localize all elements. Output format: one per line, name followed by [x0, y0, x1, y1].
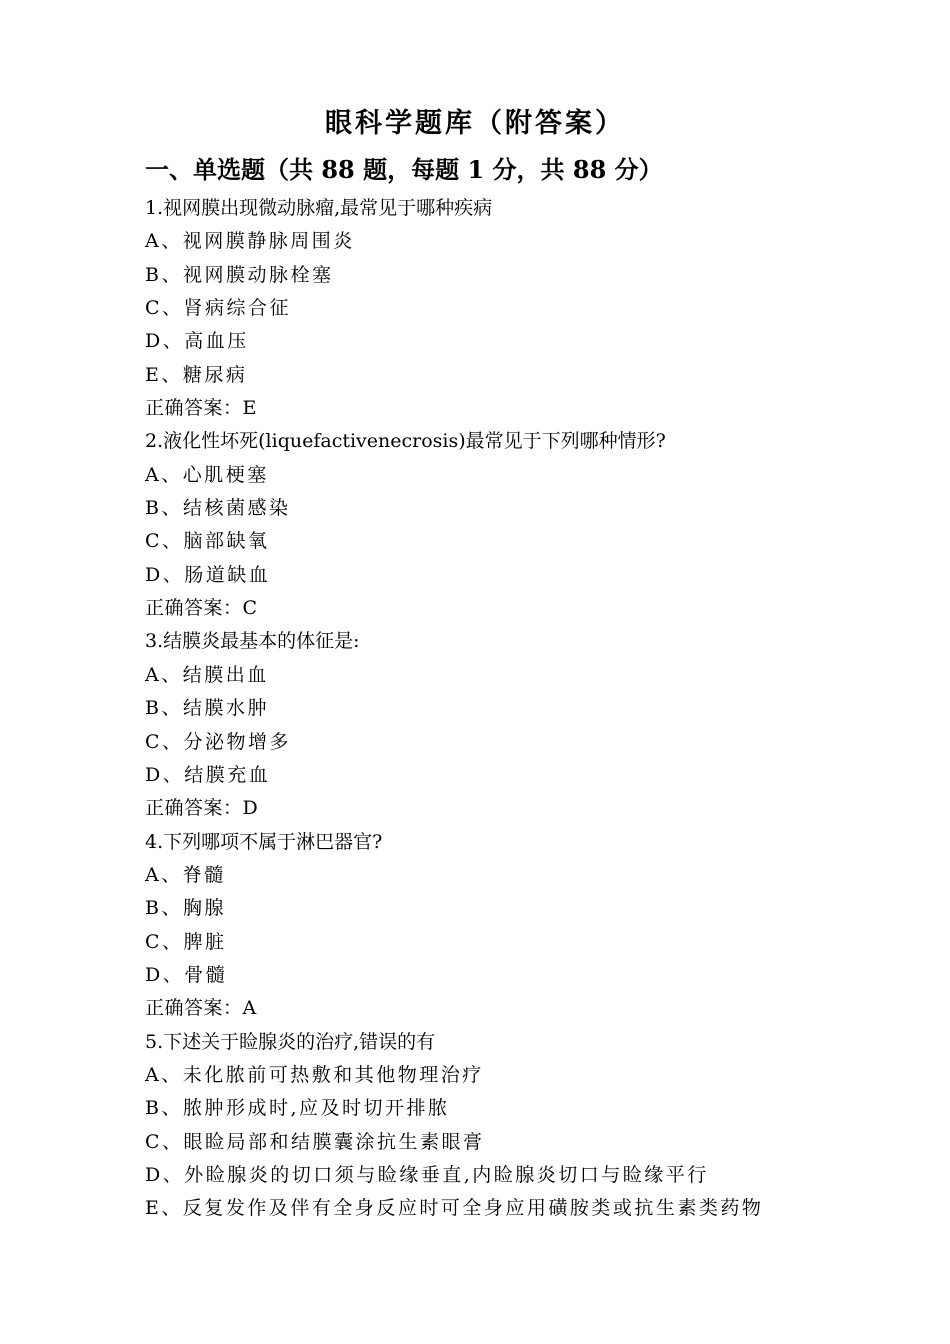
answer-option: E、糖尿病 — [145, 363, 248, 386]
correct-answer: 正确答案：A — [145, 997, 257, 1020]
question-block — [145, 625, 865, 825]
answer-option: D、结膜充血 — [145, 763, 271, 786]
answer-option: B、脓肿形成时,应及时切开排脓 — [145, 1097, 450, 1120]
question-block — [145, 192, 865, 425]
question-stem: 1.视网膜出现微动脉瘤,最常见于哪种疾病 — [145, 197, 493, 219]
question-list — [145, 192, 865, 1226]
answer-option: C、脑部缺氧 — [145, 530, 270, 553]
answer-option: A、未化脓前可热敷和其他物理治疗 — [145, 1063, 484, 1086]
answer-option: E、反复发作及伴有全身反应时可全身应用磺胺类或抗生素类药物 — [145, 1197, 764, 1220]
answer-option: A、心肌梗塞 — [145, 463, 269, 486]
answer-option: A、结膜出血 — [145, 663, 269, 686]
answer-option: D、骨髓 — [145, 963, 228, 986]
question-stem: 4.下列哪项不属于淋巴器官? — [145, 830, 383, 853]
answer-option: B、视网膜动脉栓塞 — [145, 263, 334, 286]
answer-option: C、肾病综合征 — [145, 297, 292, 320]
answer-option: D、高血压 — [145, 330, 249, 353]
section-heading: 一、单选题（共 88 题，每题 1 分，共 88 分） — [145, 155, 663, 184]
correct-answer: 正确答案：D — [145, 797, 259, 820]
answer-option: C、脾脏 — [145, 930, 227, 953]
answer-option: C、眼睑局部和结膜囊涂抗生素眼膏 — [145, 1130, 485, 1153]
question-block — [145, 425, 865, 625]
answer-option: A、脊髓 — [145, 863, 226, 886]
question-stem: 3.结膜炎最基本的体征是: — [145, 630, 360, 653]
correct-answer: 正确答案：C — [145, 597, 258, 620]
question-block — [145, 1026, 865, 1226]
answer-option: D、外睑腺炎的切口须与睑缘垂直,内睑腺炎切口与睑缘平行 — [145, 1163, 709, 1186]
answer-option: B、胸腺 — [145, 897, 226, 920]
question-block — [145, 826, 865, 1026]
answer-option: B、结核菌感染 — [145, 497, 291, 520]
answer-option: A、视网膜静脉周围炎 — [145, 230, 355, 253]
question-stem: 2.液化性坏死(liquefactivenecrosis)最常见于下列哪种情形? — [145, 430, 666, 453]
question-stem: 5.下述关于睑腺炎的治疗,错误的有 — [145, 1030, 436, 1053]
correct-answer: 正确答案：E — [145, 397, 257, 420]
document-title: 眼科学题库（附答案） — [325, 108, 625, 139]
answer-option: B、结膜水肿 — [145, 697, 269, 720]
answer-option: C、分泌物增多 — [145, 730, 292, 753]
answer-option: D、肠道缺血 — [145, 563, 271, 586]
